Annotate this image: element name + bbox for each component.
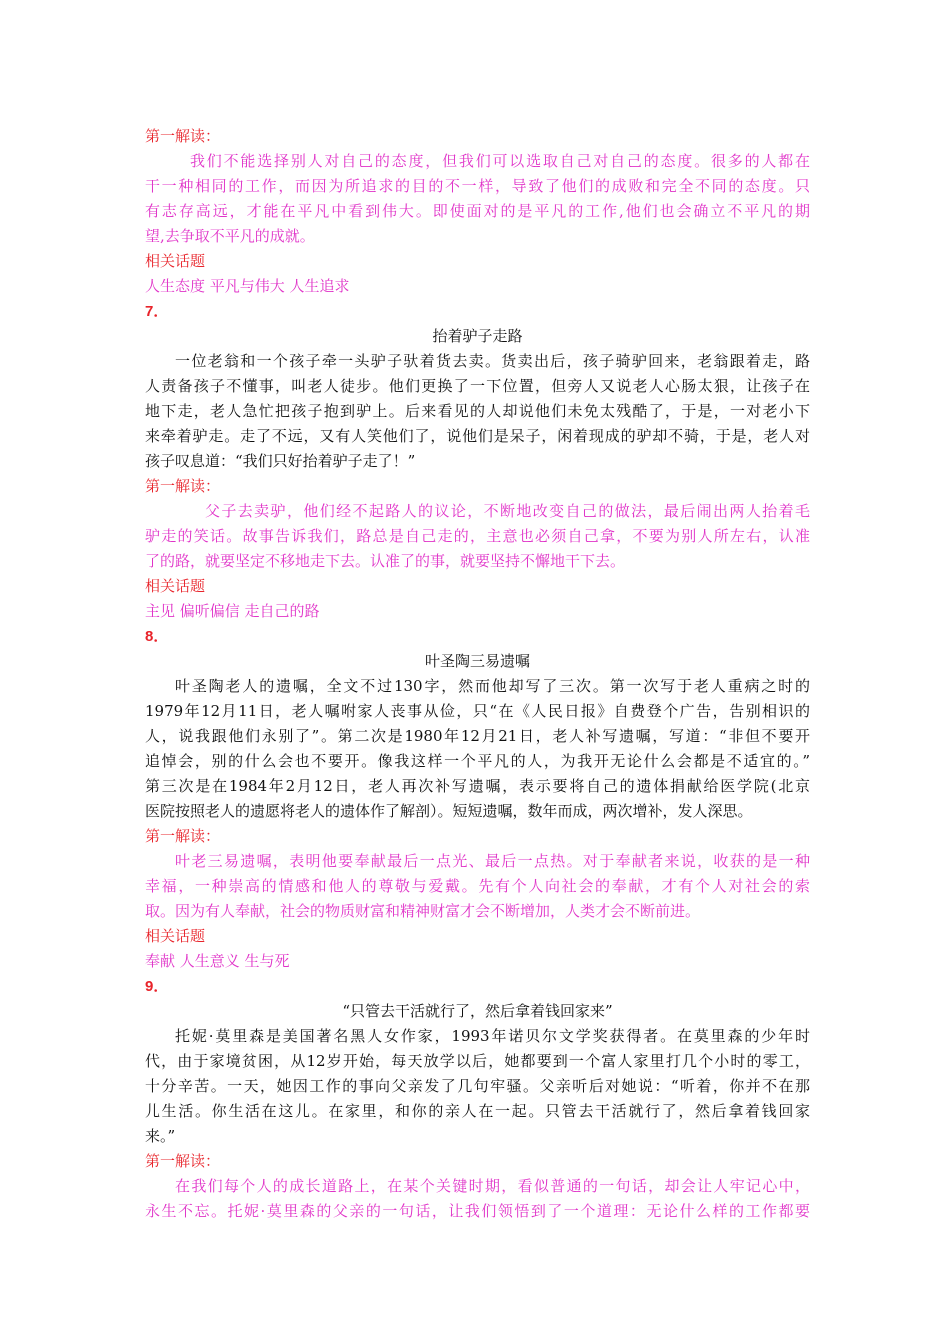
interpretation-label: 第一解读： [145, 827, 221, 845]
interpretation-label: 第一解读： [145, 477, 221, 495]
interpretation-line: 叶老三易遗嘱，表明他要奉献最后一点光、最后一点热。对于奉献者来说，收获的是一种 [175, 852, 810, 870]
story-line: 叶圣陶老人的遗嘱，全文不过130字，然而他却写了三次。第一次写于老人重病之时的 [175, 677, 810, 695]
interpretation-line: 永生不忘。托妮·莫里森的父亲的一句话，让我们领悟到了一个道理：无论什么样的工作都要 [145, 1202, 810, 1220]
topics-label: 相关话题 [145, 927, 206, 945]
story-line: 地下走，老人急忙把孩子抱到驴上。后来看见的人却说他们未免太残酷了，于是，一对老小下 [145, 402, 810, 420]
interpretation-line: 有志存高远，才能在平凡中看到伟大。即使面对的是平凡的工作,他们也会确立不平凡的期 [145, 202, 810, 220]
interpretation-line: 驴走的笑话。故事告诉我们，路总是自己走的，主意也必须自己拿，不要为别人所左右，认准 [145, 527, 810, 545]
interpretation-line: 我们不能选择别人对自己的态度，但我们可以选取自己对自己的态度。很多的人都在 [190, 152, 810, 170]
story-line: 人责备孩子不懂事，叫老人徒步。他们更换了一下位置，但旁人又说老人心肠太狠，让孩子在 [145, 377, 810, 395]
story-line: 孩子叹息道：“我们只好抬着驴子走了！” [145, 452, 416, 470]
section-number: 9． [145, 978, 169, 995]
story-line: 十分辛苦。一天，她因工作的事向父亲发了几句牢骚。父亲听后对她说：“听着，你并不在那 [145, 1077, 810, 1095]
story-line: 第三次是在1984年2月12日，老人再次补写遗嘱，表示要将自己的遗体捐献给医学院(北京 [145, 777, 810, 795]
story-line: 医院按照老人的遗愿将老人的遗体作了解剖）。短短遗嘱，数年而成，两次增补，发人深思。 [145, 802, 753, 820]
story-line: 追悼会，别的什么会也不要开。像我这样一个平凡的人，为我开无论什么会都是不适宜的。” [145, 752, 810, 770]
story-line: 托妮·莫里森是美国著名黑人女作家，1993年诺贝尔文学奖获得者。在莫里森的少年时 [175, 1027, 810, 1045]
story-line: 来牵着驴走。走了不远，又有人笑他们了，说他们是呆子，闲着现成的驴却不骑，于是，老人对 [145, 427, 810, 445]
interpretation-line: 了的路，就要坚定不移地走下去。认准了的事，就要坚持不懈地干下去。 [145, 552, 626, 570]
interpretation-line: 在我们每个人的成长道路上，在某个关键时期，看似普通的一句话，却会让人牢记心中， [175, 1177, 810, 1195]
interpretation-label: 第一解读： [145, 127, 221, 145]
topics: 奉献 人生意义 生与死 [145, 952, 290, 970]
story-line: 儿生活。你生活在这儿。在家里，和你的亲人在一起。只管去干活就行了，然后拿着钱回家 [145, 1102, 810, 1120]
story-line: 代，由于家境贫困，从12岁开始，每天放学以后，她都要到一个富人家里打几个小时的零工， [145, 1052, 810, 1070]
story-title: 叶圣陶三易遗嘱 [424, 652, 530, 670]
story-title: “只管去干活就行了，然后拿着钱回家来” [342, 1002, 613, 1020]
interpretation-line: 望,去争取不平凡的成就。 [145, 227, 315, 245]
section-number: 7． [145, 303, 169, 320]
document-body [145, 124, 810, 1224]
story-line: 人，说我跟他们永别了”。第二次是1980年12月21日，老人补写遗嘱，写道：“非但不要开 [145, 727, 810, 745]
story-line: 1979年12月11日，老人嘱咐家人丧事从俭，只“在《人民日报》自费登个广告，告别相识的 [145, 702, 810, 720]
story-title: 抬着驴子走路 [432, 327, 523, 345]
topics: 主见 偏听偏信 走自己的路 [145, 602, 320, 620]
section-number: 8． [145, 628, 169, 645]
interpretation-line: 幸福，一种崇高的情感和他人的尊敬与爱戴。先有个人向社会的奉献，才有个人对社会的索 [145, 877, 810, 895]
story-line: 来。” [145, 1127, 176, 1145]
topics-label: 相关话题 [145, 252, 206, 270]
interpretation-label: 第一解读： [145, 1152, 221, 1170]
topics: 人生态度 平凡与伟大 人生追求 [145, 277, 350, 295]
interpretation-line: 父子去卖驴，他们经不起路人的议论，不断地改变自己的做法，最后闹出两人抬着毛 [205, 502, 810, 520]
story-line: 一位老翁和一个孩子牵一头驴子驮着货去卖。货卖出后，孩子骑驴回来，老翁跟着走，路 [175, 352, 810, 370]
topics-label: 相关话题 [145, 577, 206, 595]
interpretation-line: 干一种相同的工作，而因为所追求的目的不一样，导致了他们的成败和完全不同的态度。只 [145, 177, 810, 195]
interpretation-line: 取。因为有人奉献，社会的物质财富和精神财富才会不断增加，人类才会不断前进。 [145, 902, 701, 920]
